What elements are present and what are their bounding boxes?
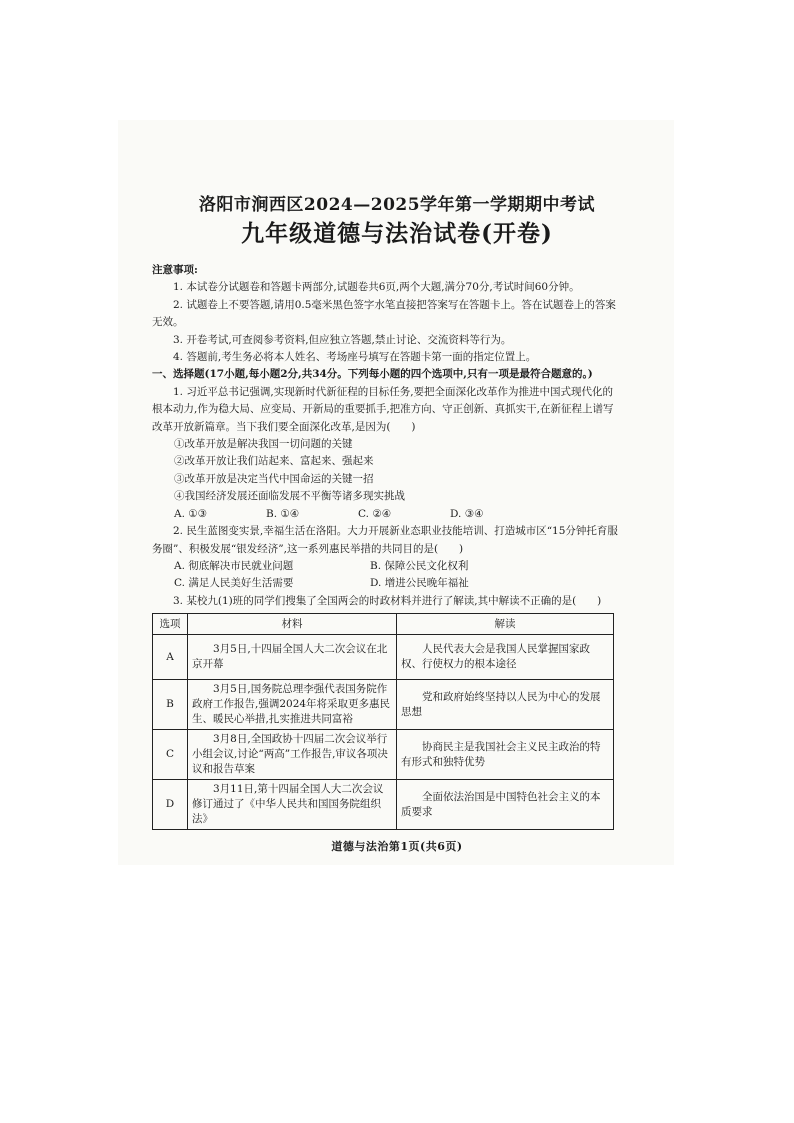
q2-option-d: D. 增进公民晚年福祉 [370, 577, 469, 590]
q2-option-c: C. 满足人民美好生活需要 [174, 577, 294, 590]
exam-content [152, 262, 620, 830]
q2-options-row-2 [174, 575, 620, 592]
notice-item-1: 1. 本试卷分试题卷和答题卡两部分,试题卷共6页,两个大题,满分70分,考试时间60分钟。 [173, 281, 580, 294]
q3-row-a-material-text: 3月5日,十四届全国人大二次会议在北京开幕 [192, 643, 388, 671]
q3-row-a-interpretation [397, 635, 614, 680]
q1-stem: 1. 习近平总书记强调,实现新时代新征程的目标任务,要把全面深化改革作为推进中国式现代化的根本动力,作为稳大局、应变局、开新局的重要抓手,把准方向、守正创新、真抓实干,在新征程上谱写改革开放新篇章。当下我们要全面深化改革,是因为( ) [152, 385, 614, 433]
q1-option-a: A. ①③ [174, 507, 208, 520]
q3-table [152, 613, 614, 830]
q3-row-b-material [188, 680, 397, 730]
q1-option-b: B. ①④ [266, 507, 300, 520]
q1-option-d: D. ③④ [450, 507, 484, 520]
q3-stem: 3. 某校九(1)班的同学们搜集了全国两会的时政材料并进行了解读,其中解读不正确的是( ) [173, 594, 602, 607]
q3-row-c-material [188, 730, 397, 780]
exam-title: 洛阳市涧西区2024—2025学年第一学期期中考试 [198, 195, 596, 215]
q3-row-b-material-text: 3月5日,国务院总理李强代表国务院作政府工作报告,强调2024年将采取更多惠民生、暖民心举措,扎实推进共同富裕 [192, 683, 391, 726]
q3-row-b-interpretation [397, 680, 614, 730]
exam-subtitle: 九年级道德与法治试卷(开卷) [241, 220, 553, 247]
q3-row-d-interpretation [397, 780, 614, 830]
q3-row-d-interpretation-text: 全面依法治国是中国特色社会主义的本质要求 [401, 790, 601, 818]
q3-row-a-option: A [153, 635, 188, 680]
table-row [153, 730, 614, 780]
table-row [153, 780, 614, 830]
q2-option-b: B. 保障公民文化权利 [370, 559, 469, 572]
q3-row-d-material-text: 3月11日,第十四届全国人大二次会议修订通过了《中华人民共和国国务院组织法》 [192, 783, 384, 826]
notice-item-2: 2. 试题卷上不要答题,请用0.5毫米黑色签字水笔直接把答案写在答题卡上。答在试题卷上的答案无效。 [152, 298, 616, 329]
q2-options-row-1 [174, 558, 620, 575]
q3-row-d-option: D [153, 780, 188, 830]
table-row [153, 635, 614, 680]
q1-options [174, 506, 620, 523]
q3-header-interpretation: 解读 [397, 614, 614, 635]
q1-item-3: ③改革开放是决定当代中国命运的关键一招 [174, 472, 374, 485]
section-1-heading: 一、选择题(17小题,每小题2分,共34分。下列每小题的四个选项中,只有一项是最符合题意的。) [152, 368, 593, 381]
q3-row-b-option: B [153, 680, 188, 730]
page-footer: 道德与法治第1页(共6页) [331, 840, 463, 853]
q1-option-c: C. ②④ [358, 507, 392, 520]
q2-stem: 2. 民生蓝图变实景,幸福生活在洛阳。大力开展新业态职业技能培训、打造城市区“15分钟托育服务圈”、积极发展“银发经济”,这一系列惠民举措的共同目的是( ) [152, 525, 618, 555]
q3-table-header-row [153, 614, 614, 635]
q3-row-c-option: C [153, 730, 188, 780]
notice-heading: 注意事项: [152, 264, 198, 276]
notice-item-4: 4. 答题前,考生务必将本人姓名、考场座号填写在答题卡第一面的指定位置上。 [173, 351, 537, 364]
notice-item-3: 3. 开卷考试,可查阅参考资料,但应独立答题,禁止讨论、交流资料等行为。 [173, 333, 512, 346]
q3-row-c-material-text: 3月8日,全国政协十四届二次会议举行小组会议,讨论“两高”工作报告,审议各项决议和报告草案 [192, 733, 388, 776]
q3-header-material: 材料 [188, 614, 397, 635]
q2-option-a: A. 彻底解决市民就业问题 [174, 559, 294, 572]
table-row [153, 680, 614, 730]
q3-header-option: 选项 [153, 614, 188, 635]
q3-row-a-material [188, 635, 397, 680]
q1-item-2: ②改革开放让我们站起来、富起来、强起来 [174, 455, 374, 468]
q3-row-c-interpretation [397, 730, 614, 780]
q3-row-b-interpretation-text: 党和政府始终坚持以人民为中心的发展思想 [401, 690, 601, 718]
q3-row-c-interpretation-text: 协商民主是我国社会主义民主政治的特有形式和独特优势 [401, 740, 601, 768]
q1-item-4: ④我国经济发展还面临发展不平衡等诸多现实挑战 [174, 490, 405, 503]
q3-row-a-interpretation-text: 人民代表大会是我国人民掌握国家政权、行使权力的根本途径 [401, 643, 590, 671]
q1-item-1: ①改革开放是解决我国一切问题的关键 [174, 438, 353, 451]
q3-row-d-material [188, 780, 397, 830]
